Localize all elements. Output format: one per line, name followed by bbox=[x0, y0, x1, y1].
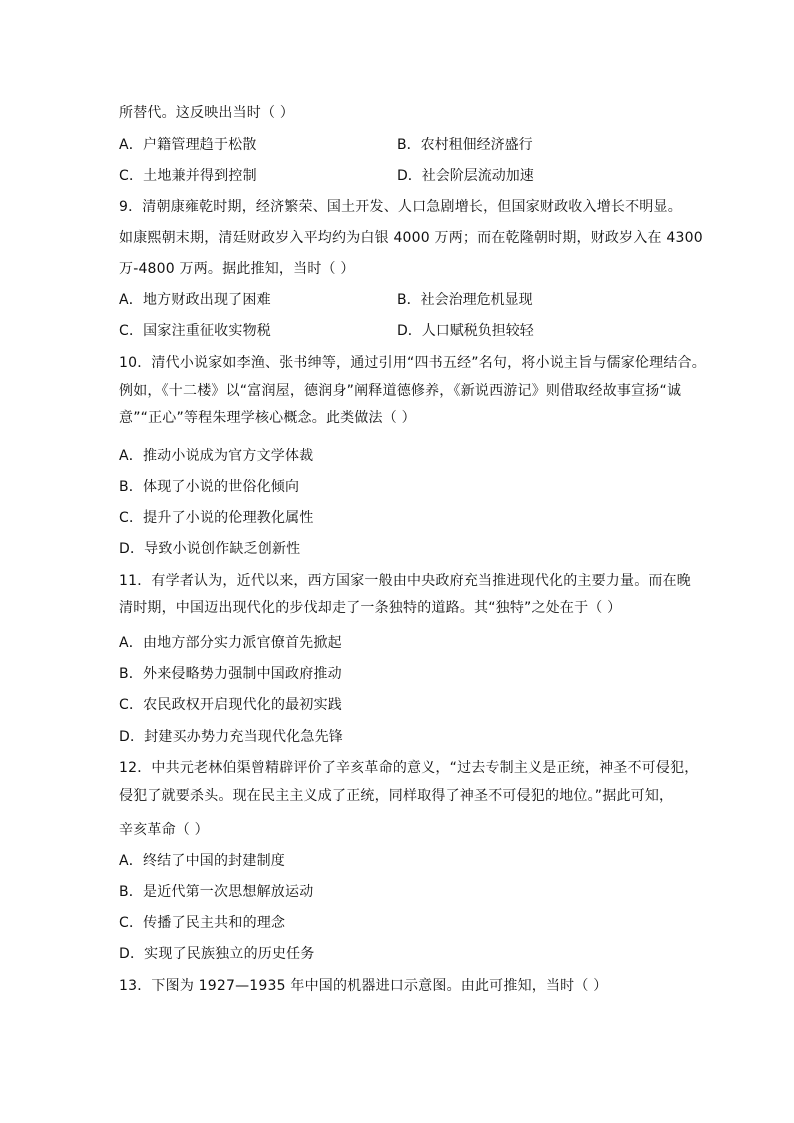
q12-stem-line-2: 侵犯了就要杀头。现在民主主义成了正统，同样取得了神圣不可侵犯的地位。”据此可知， bbox=[119, 788, 674, 804]
q9-stem-line-1: 9．清朝康雍乾时期，经济繁荣、国土开发、人口急剧增长，但国家财政收入增长不明显。 bbox=[119, 199, 682, 215]
q12-option-b: B．是近代第一次思想解放运动 bbox=[119, 884, 314, 900]
q10-option-d: D．导致小说创作缺乏创新性 bbox=[119, 541, 301, 557]
q11-option-a: A．由地方部分实力派官僚首先掀起 bbox=[119, 635, 342, 651]
q8-option-a: A．户籍管理趋于松散 bbox=[119, 137, 257, 153]
q9-option-d: D．人口赋税负担较轻 bbox=[397, 323, 534, 339]
q11-option-d: D．封建买办势力充当现代化急先锋 bbox=[119, 729, 343, 745]
q8-option-d: D．社会阶层流动加速 bbox=[397, 168, 534, 184]
q12-stem-line-3: 辛亥革命（ ） bbox=[119, 822, 209, 838]
q10-stem-line-2: 例如，《十二楼》以“富润屋，德润身”阐释道德修养，《新说西游记》则借取经故事宣扬“诚 bbox=[119, 383, 682, 399]
q10-option-a: A．推动小说成为官方文学体裁 bbox=[119, 448, 314, 464]
q8-stem-tail: 所替代。这反映出当时（ ） bbox=[119, 105, 295, 121]
q10-option-c: C．提升了小说的伦理教化属性 bbox=[119, 510, 314, 526]
q12-option-c: C．传播了民主共和的理念 bbox=[119, 915, 286, 931]
q9-option-b: B．社会治理危机显现 bbox=[397, 292, 533, 308]
q12-option-a: A．终结了中国的封建制度 bbox=[119, 853, 285, 869]
q10-stem-line-3: 意”“正心”等程朱理学核心概念。此类做法（ ） bbox=[119, 410, 416, 426]
q9-option-a: A．地方财政出现了困难 bbox=[119, 292, 271, 308]
q11-option-c: C．农民政权开启现代化的最初实践 bbox=[119, 697, 342, 713]
q9-stem-line-2: 如康熙朝末期，清廷财政岁入平均约为白银 4000 万两；而在乾隆朝时期，财政岁入在 4300 bbox=[119, 230, 703, 246]
q10-option-b: B．体现了小说的世俗化倾向 bbox=[119, 479, 300, 495]
q12-option-d: D．实现了民族独立的历史任务 bbox=[119, 946, 315, 962]
q9-option-c: C．国家注重征收实物税 bbox=[119, 323, 271, 339]
q11-stem-line-1: 11．有学者认为，近代以来，西方国家一般由中央政府充当推进现代化的主要力量。而在晚 bbox=[119, 573, 692, 589]
q10-stem-line-1: 10．清代小说家如李渔、张书绅等，通过引用“四书五经”名句，将小说主旨与儒家伦理结合。 bbox=[119, 355, 706, 371]
q11-stem-line-2: 清时期，中国迈出现代化的步伐却走了一条独特的道路。其“独特”之处在于（ ） bbox=[119, 600, 622, 616]
q11-option-b: B．外来侵略势力强制中国政府推动 bbox=[119, 666, 342, 682]
q12-stem-line-1: 12．中共元老林伯渠曾精辟评价了辛亥革命的意义，“过去专制主义是正统，神圣不可侵犯， bbox=[119, 760, 699, 776]
q8-option-c: C．土地兼并得到控制 bbox=[119, 168, 257, 184]
q13-stem-line-1: 13．下图为 1927—1935 年中国的机器进口示意图。由此可推知，当时（ ） bbox=[119, 978, 608, 994]
q8-option-b: B．农村租佃经济盛行 bbox=[397, 137, 533, 153]
q9-stem-line-3: 万-4800 万两。据此推知，当时（ ） bbox=[119, 261, 355, 277]
